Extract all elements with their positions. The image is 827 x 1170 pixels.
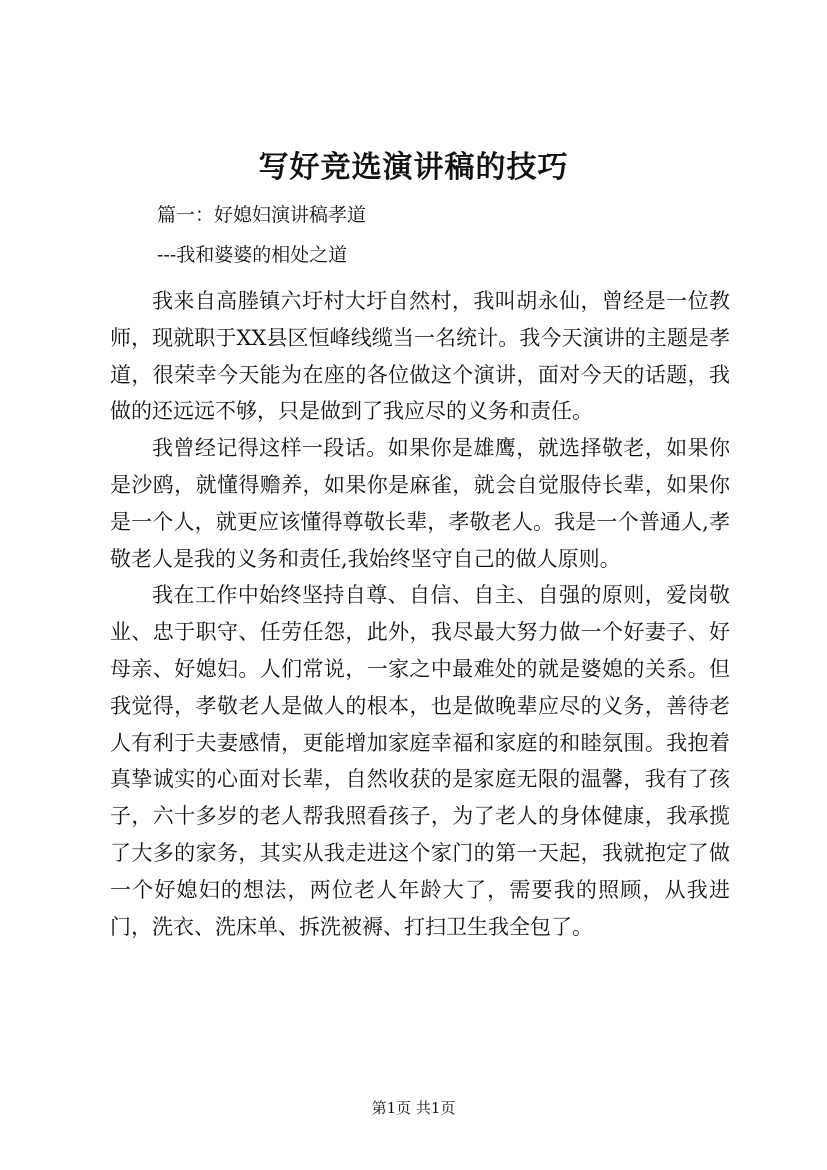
paragraph-2: 我曾经记得这样一段话。如果你是雄鹰，就选择敬老，如果你是沙鸥，就懂得赡养，如果你是麻雀，就会自觉服侍长辈，如果你是一个人，就更应该懂得尊敬长辈，孝敬老人。我是一个普通人,孝敬老人是我的义务和责任,我始终坚守自己的做人原则。 <box>110 436 730 571</box>
paragraph-3: 我在工作中始终坚持自尊、自信、自主、自强的原则，爱岗敬业、忠于职守、任劳任怨，此外，我尽最大努力做一个好妻子、好母亲、好媳妇。人们常说，一家之中最难处的就是婆媳的关系。但我觉得，孝敬老人是做人的根本，也是做晚辈应尽的义务，善待老人有利于夫妻感情，更能增加家庭幸福和家庭的和睦氛围。我抱着真挚诚实的心面对长辈，自然收获的是家庭无限的温馨，我有了孩子，六十多岁的老人帮我照看孩子，为了老人的身体健康，我承揽了大多的家务，其实从我走进这个家门的第一天起，我就抱定了做一个好媳妇的想法，两位老人年龄大了，需要我的照顾，从我进门，洗衣、洗床单、拆洗被褥、打扫卫生我全包了。 <box>110 583 730 939</box>
section-heading: 篇一：好媳妇演讲稿孝道 <box>157 204 367 226</box>
body-text <box>110 283 730 945</box>
paragraph-1: 我来自高塍镇六圩村大圩自然村，我叫胡永仙，曾经是一位教师，现就职于XX县区恒峰线缆当一名统计。我今天演讲的主题是孝道，很荣幸今天能为在座的各位做这个演讲，面对今天的话题，我做的还远远不够，只是做到了我应尽的义务和责任。 <box>110 289 730 424</box>
section-subheading: ---我和婆婆的相处之道 <box>157 244 348 266</box>
document-title: 写好竞选演讲稿的技巧 <box>258 150 569 185</box>
page-footer: 第1页 共1页 <box>371 1099 456 1117</box>
